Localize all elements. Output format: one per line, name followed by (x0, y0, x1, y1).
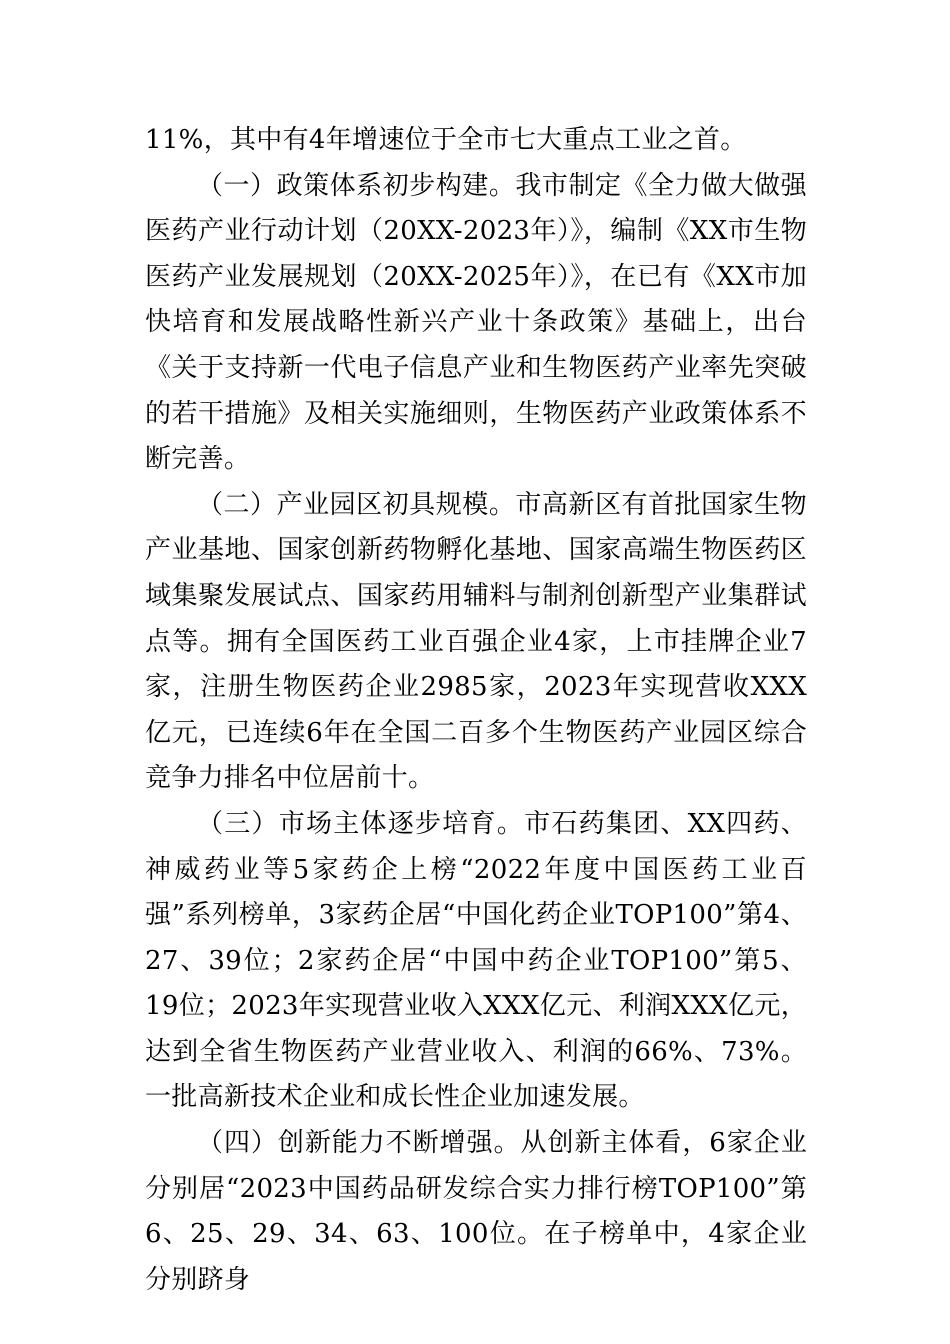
paragraph-continuation (145, 118, 807, 164)
section-heading-policy: （一）政策体系初步构建。 (197, 170, 516, 201)
paragraph-text: 11%，其中有4年增速位于全市七大重点工业之首。 (145, 125, 747, 155)
section-heading-innovation: （四）创新能力不断增强。 (197, 1128, 521, 1159)
paragraph-text: 市石药集团、XX四药、神威药业等5家药企上榜“2022年度中国医药工业百强”系列榜单，3家药企居“中国化药企业TOP100”第4、27、39位；2家药企居“中国中药企业TOP100”第5、19位；2023年实现营业收入XXX亿元、利润XXX亿元，达到全省生物医药产业营业收入、利润的66%、73%。一批高新技术企业和成长性企业加速发展。 (145, 808, 807, 1113)
paragraph-text: 从创新主体看，6家企业分别居“2023中国药品研发综合实力排行榜TOP100”第6、25、29、34、63、100位。在子榜单中，4家企业分别跻身 (145, 1128, 808, 1295)
section-heading-park: （二）产业园区初具规模。 (197, 489, 516, 520)
paragraph-market-entities (145, 802, 807, 1121)
paragraph-industrial-park (145, 483, 807, 802)
paragraph-policy-system (145, 164, 807, 483)
paragraph-text: 市高新区有首批国家生物产业基地、国家创新药物孵化基地、国家高端生物医药区域集聚发展试点、国家药用辅料与制剂创新型产业集群试点等。拥有全国医药工业百强企业4家，上市挂牌企业7家，注册生物医药企业2985家，2023年实现营收XXX亿元，已连续6年在全国二百多个生物医药产业园区综合竞争力排名中位居前十。 (145, 489, 807, 794)
section-heading-market: （三）市场主体逐步培育。 (197, 808, 525, 839)
paragraph-innovation (145, 1121, 807, 1303)
document-body (145, 118, 807, 1303)
paragraph-text: 我市制定《全力做大做强医药产业行动计划（20XX-2023年）》，编制《XX市生物医药产业发展规划（20XX-2025年）》，在已有《XX市加快培育和发展战略性新兴产业十条政策》基础上，出台《关于支持新一代电子信息产业和生物医药产业率先突破的若干措施》及相关实施细则，生物医药产业政策体系不断完善。 (145, 170, 807, 475)
